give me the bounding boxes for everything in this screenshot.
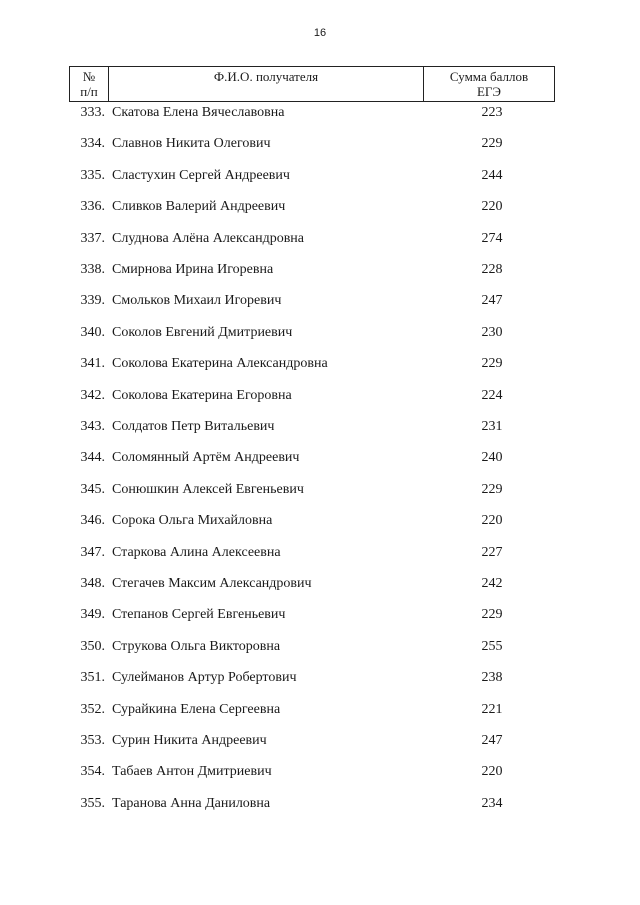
exam-score: 228 [481, 262, 503, 277]
exam-score: 255 [481, 638, 503, 654]
recipient-name: Соколова Екатерина Александровна [112, 356, 328, 372]
exam-score: 221 [481, 701, 503, 717]
recipient-name: Смольков Михаил Игоревич [112, 293, 282, 309]
recipient-name: Сластухин Сергей Андреевич [112, 167, 290, 183]
header-number-line1: № [82, 69, 96, 84]
table-row [0, 134, 640, 154]
table-row [0, 291, 640, 311]
header-score-line1: Сумма баллов [449, 69, 529, 84]
exam-score: 229 [481, 356, 503, 372]
recipient-name: Соломянный Артём Андреевич [112, 450, 300, 466]
table-row [0, 166, 640, 186]
row-number: 353. [80, 733, 105, 748]
recipient-name: Стегачев Максим Александрович [112, 576, 312, 591]
recipient-name: Сорока Ольга Михайловна [112, 513, 273, 529]
row-number: 341. [80, 356, 105, 372]
exam-score: 220 [481, 199, 503, 215]
row-number: 344. [80, 450, 105, 466]
exam-score: 223 [481, 105, 503, 120]
exam-score: 230 [481, 324, 503, 340]
recipient-name: Сулейманов Артур Робертович [112, 670, 297, 686]
recipient-name: Соколова Екатерина Егоровна [112, 387, 292, 403]
table-row [0, 103, 640, 123]
row-number: 347. [80, 544, 105, 560]
table-row [0, 574, 640, 594]
table-row [0, 480, 640, 500]
recipient-name: Сурин Никита Андреевич [112, 733, 267, 748]
row-number: 333. [80, 105, 105, 120]
recipient-name: Слуднова Алёна Александровна [112, 230, 305, 246]
row-number: 335. [80, 167, 105, 183]
table-row [0, 794, 640, 814]
exam-score: 274 [481, 230, 503, 246]
page-number: 16 [313, 27, 327, 39]
recipient-name: Сливков Валерий Андреевич [112, 199, 286, 215]
row-number: 350. [80, 638, 105, 654]
recipient-name: Старкова Алина Алексеевна [112, 544, 281, 560]
row-number: 339. [80, 293, 105, 309]
table-row [0, 354, 640, 374]
row-number: 337. [80, 230, 105, 246]
recipient-name: Славнов Никита Олегович [112, 136, 271, 152]
exam-score: 240 [481, 450, 503, 466]
exam-score: 244 [481, 167, 503, 183]
exam-score: 229 [481, 481, 503, 497]
recipient-name: Смирнова Ирина Игоревна [112, 262, 274, 277]
exam-score: 231 [481, 419, 503, 434]
table-row [0, 260, 640, 280]
table-row [0, 448, 640, 468]
header-number-cell [70, 67, 109, 101]
exam-score: 234 [481, 795, 503, 811]
exam-score: 220 [481, 513, 503, 529]
recipient-name: Скатова Елена Вячеславовна [112, 105, 285, 120]
recipient-name: Табаев Антон Дмитриевич [112, 764, 272, 780]
row-number: 345. [80, 481, 105, 497]
row-number: 346. [80, 513, 105, 529]
exam-score: 247 [481, 733, 503, 748]
exam-score: 227 [481, 544, 503, 560]
table-row [0, 731, 640, 751]
table-row [0, 511, 640, 531]
table-row [0, 637, 640, 657]
exam-score: 229 [481, 136, 503, 152]
row-number: 352. [80, 701, 105, 717]
row-number: 354. [80, 764, 105, 780]
row-number: 355. [80, 795, 105, 811]
recipient-name: Сурайкина Елена Сергеевна [112, 701, 281, 717]
header-score-line2: ЕГЭ [476, 84, 502, 99]
recipient-name: Степанов Сергей Евгеньевич [112, 607, 286, 623]
header-score-cell [424, 67, 554, 101]
recipient-name: Струкова Ольга Викторовна [112, 638, 281, 654]
table-row [0, 762, 640, 782]
row-number: 338. [80, 262, 105, 277]
table-row [0, 323, 640, 343]
header-number-line2: п/п [80, 84, 98, 99]
header-name-cell: Ф.И.О. получателя [109, 67, 424, 101]
table-row [0, 700, 640, 720]
table-row [0, 229, 640, 249]
exam-score: 247 [481, 293, 503, 309]
row-number: 342. [80, 387, 105, 403]
row-number: 348. [80, 576, 105, 591]
table-row [0, 543, 640, 563]
exam-score: 224 [481, 387, 503, 403]
table-row [0, 386, 640, 406]
row-number: 340. [80, 324, 105, 340]
row-number: 351. [80, 670, 105, 686]
exam-score: 229 [481, 607, 503, 623]
table-row [0, 605, 640, 625]
row-number: 336. [80, 199, 105, 215]
exam-score: 220 [481, 764, 503, 780]
row-number: 343. [80, 419, 105, 434]
row-number: 349. [80, 607, 105, 623]
recipient-name: Таранова Анна Даниловна [112, 795, 271, 811]
table-row [0, 668, 640, 688]
table-row [0, 197, 640, 217]
table-row [0, 417, 640, 437]
row-number: 334. [80, 136, 105, 152]
table-header [69, 66, 555, 102]
recipient-name: Соколов Евгений Дмитриевич [112, 324, 293, 340]
recipient-name: Солдатов Петр Витальевич [112, 419, 275, 434]
recipient-name: Сонюшкин Алексей Евгеньевич [112, 481, 304, 497]
exam-score: 242 [481, 576, 503, 591]
exam-score: 238 [481, 670, 503, 686]
